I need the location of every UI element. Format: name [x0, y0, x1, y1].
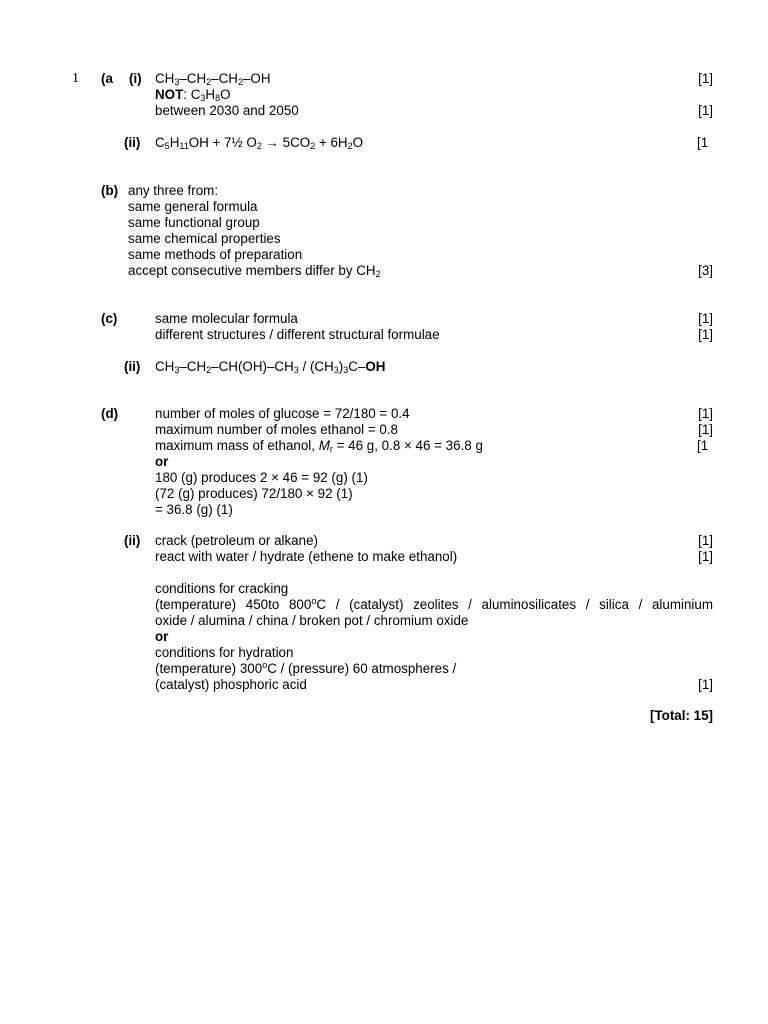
part-b-item: same functional group: [128, 215, 260, 230]
part-b-item: same chemical properties: [128, 231, 281, 246]
mark: [1]: [698, 71, 713, 86]
part-d-alt-line: = 36.8 (g) (1): [155, 502, 233, 517]
part-d-ii-label: (ii): [124, 533, 141, 548]
cracking-conditions-line: oxide / alumina / china / broken pot / chromium oxide: [155, 613, 469, 628]
part-a-ii-equation: $C_5H_{11}OH$ + 7½ $O_2 \to 5CO_2 + 6H_2O$: [155, 135, 364, 151]
part-a-label: (a: [101, 71, 113, 86]
mark: [1]: [698, 677, 713, 692]
mark: [1]: [698, 103, 713, 118]
part-a-i-formula: $CH_3-CH_2-CH_2-OH$: [155, 71, 271, 87]
total-marks: [Total: 15]: [650, 708, 713, 723]
part-d-alt-line: (72 (g) produces) 72/180 × 92 (1): [155, 486, 353, 501]
part-b-item: same general formula: [128, 199, 258, 214]
part-c-line: different structures / different structural formulae: [155, 327, 440, 342]
part-c-label: (c): [101, 311, 118, 326]
cracking-title: conditions for cracking: [155, 581, 289, 596]
mark: [1]: [698, 549, 713, 564]
hydration-conditions-line: (temperature) 300$^o$C / (pressure) 60 atmospheres /: [155, 660, 457, 676]
part-d-label: (d): [101, 406, 119, 421]
hydration-conditions-line: (catalyst) phosphoric acid: [155, 677, 307, 692]
part-a-ii-label: (ii): [124, 135, 141, 150]
part-a-i-label: (i): [129, 71, 142, 86]
part-c-line: same molecular formula: [155, 311, 298, 326]
part-c-ii-formula: $CH_3-CH_2-CH(OH)-CH_3 / (CH_3)_3C-OH$: [155, 359, 386, 375]
cracking-conditions-line: (temperature) 450to 800$^o$C / (catalyst) zeolites / aluminosilicates / silica / aluminium: [155, 596, 713, 612]
part-d-line: maximum mass of ethanol, $M_r = 46$ g, 0.8 × 46 = 36.8 g: [155, 438, 483, 454]
mark: [1: [697, 135, 709, 150]
mark: [1]: [698, 311, 713, 326]
mark: [1: [697, 438, 709, 453]
part-d-ii-line: react with water / hydrate (ethene to make ethanol): [155, 549, 458, 564]
part-d-ii-line: crack (petroleum or alkane): [155, 533, 318, 548]
hydration-title: conditions for hydration: [155, 645, 294, 660]
part-d-line: number of moles of glucose = 72/180 = 0.4: [155, 406, 410, 421]
part-c-ii-label: (ii): [124, 359, 141, 374]
mark: [1]: [698, 533, 713, 548]
or-label: or: [155, 454, 169, 469]
mark: [1]: [698, 327, 713, 342]
part-b-accept: accept consecutive members differ by $CH_2$: [128, 263, 381, 279]
part-d-line: maximum number of moles ethanol = 0.8: [155, 422, 399, 437]
part-b-item: same methods of preparation: [128, 247, 303, 262]
part-a-i-not-formula: NOT: $C_3H_8O$: [155, 87, 231, 103]
part-a-i-years: between 2030 and 2050: [155, 103, 299, 118]
mark: [1]: [698, 422, 713, 437]
mark: [3]: [698, 263, 713, 278]
or-label: or: [155, 629, 169, 644]
part-d-alt-line: 180 (g) produces 2 × 46 = 92 (g) (1): [155, 470, 368, 485]
part-b-intro: any three from:: [128, 183, 219, 198]
part-b-label: (b): [101, 183, 119, 198]
question-number: 1: [72, 71, 79, 86]
mark: [1]: [698, 406, 713, 421]
